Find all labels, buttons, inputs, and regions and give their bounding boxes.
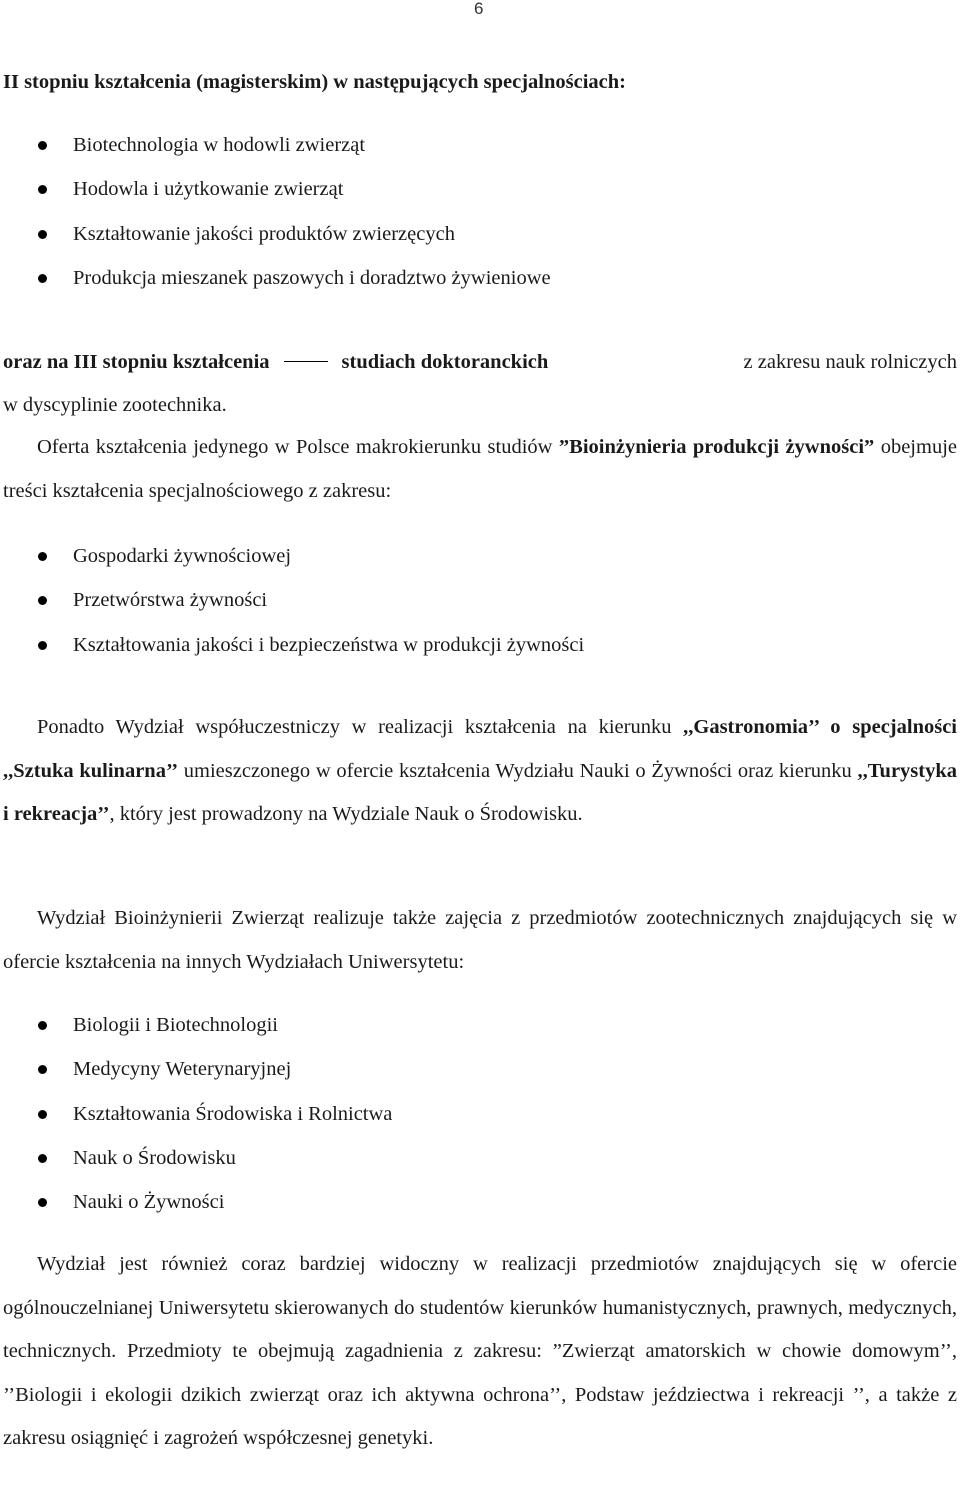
list-item: Medycyny Weterynaryjnej xyxy=(0,1047,392,1091)
list-item: Nauki o Żywności xyxy=(0,1180,392,1224)
offer-paragraph: Oferta kształcenia jedynego w Polsce makrokierunku studiów ”Bioinżynieria produkcji żywności” obejmuje treści kształcenia specjalnościowego z zakresu: xyxy=(3,436,957,502)
university-courses-paragraph: Wydział jest również coraz bardziej widoczny w realizacji przedmiotów znajdujących się w ofercie ogólnouczelnianej Uniwersytetu skierowanych do studentów kierunków humanistycznych, prawnych, medycznych, technicznych. Przedmioty te obejmują zagadnienia z zakresu: ”Zwierząt amatorskich w chowie domowym’’, ’’Biologii i ekologii dzikich zwierząt oraz ich aktywna ochrona’’, Podstaw jeździectwa i rekreacji ’’, a także z zakresu osiągnięć i zagrożeń współczesnej genetyki. xyxy=(3,1253,957,1449)
list-item: Kształtowanie jakości produktów zwierzęcych xyxy=(0,212,551,256)
food-specializations-list xyxy=(0,534,584,667)
page-number: 6 xyxy=(474,0,484,18)
dash-separator xyxy=(284,361,328,363)
faculties-list xyxy=(0,1003,392,1224)
other-faculties-paragraph: Wydział Bioinżynierii Zwierząt realizuje także zajęcia z przedmiotów zootechnicznych znajdujących się w ofercie kształcenia na innych Wydziałach Uniwersytetu: xyxy=(3,907,957,973)
doctoral-paragraph-tail: z zakresu nauk rolniczych xyxy=(743,351,957,373)
bullet-icon xyxy=(38,141,47,150)
specializations-list xyxy=(0,123,551,300)
bullet-icon xyxy=(38,185,47,194)
list-item: Nauk o Środowisku xyxy=(0,1136,392,1180)
bullet-icon xyxy=(38,1154,47,1163)
section-heading: II stopniu kształcenia (magisterskim) w następujących specjalnościach: xyxy=(3,71,626,93)
bullet-icon xyxy=(38,641,47,650)
bullet-icon xyxy=(38,596,47,605)
bullet-icon xyxy=(38,1110,47,1119)
doctoral-paragraph-line2: w dyscyplinie zootechnika. xyxy=(3,394,227,416)
bullet-icon xyxy=(38,1021,47,1030)
list-item: Kształtowania Środowiska i Rolnictwa xyxy=(0,1092,392,1136)
list-item: Hodowla i użytkowanie zwierząt xyxy=(0,167,551,211)
list-item: Przetwórstwa żywności xyxy=(0,578,584,622)
bullet-icon xyxy=(38,1065,47,1074)
bullet-icon xyxy=(38,552,47,561)
list-item: Produkcja mieszanek paszowych i doradztwo żywieniowe xyxy=(0,256,551,300)
list-item: Gospodarki żywnościowej xyxy=(0,534,584,578)
doctoral-paragraph: oraz na III stopniu kształcenia studiach doktoranckich xyxy=(3,351,549,373)
list-item: Kształtowania jakości i bezpieczeństwa w produkcji żywności xyxy=(0,623,584,667)
bullet-icon xyxy=(38,230,47,239)
gastronomy-paragraph: Ponadto Wydział współuczestniczy w realizacji kształcenia na kierunku ,,Gastronomia’’ o specjalności ,,Sztuka kulinarna’’ umieszczonego w ofercie kształcenia Wydziału Nauki o Żywności oraz kierunku ,,Turystyka i rekreacja’’, który jest prowadzony na Wydziale Nauk o Środowisku. xyxy=(3,716,957,825)
bullet-icon xyxy=(38,1198,47,1207)
list-item: Biotechnologia w hodowli zwierząt xyxy=(0,123,551,167)
list-item: Biologii i Biotechnologii xyxy=(0,1003,392,1047)
bullet-icon xyxy=(38,274,47,283)
